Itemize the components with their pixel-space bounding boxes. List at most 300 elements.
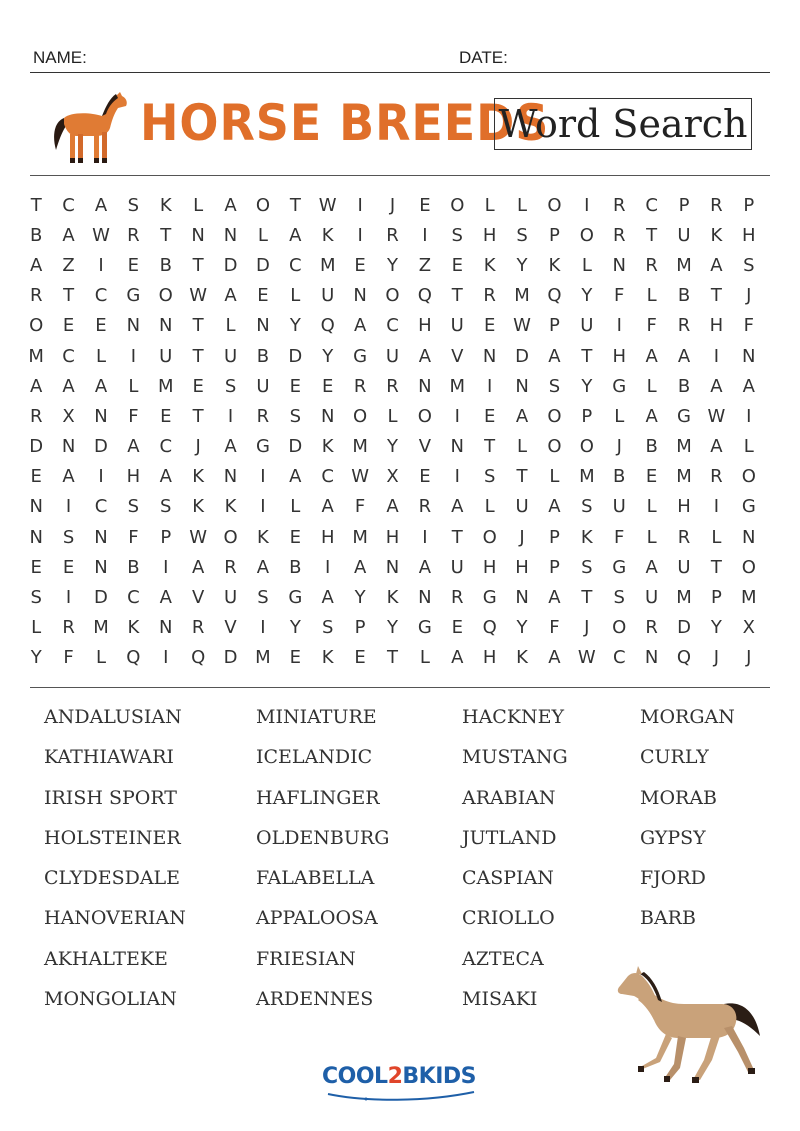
grid-letter[interactable]: N <box>94 556 108 578</box>
grid-letter[interactable]: E <box>127 254 140 276</box>
grid-letter[interactable]: L <box>95 647 106 669</box>
grid-letter[interactable]: W <box>92 224 110 246</box>
grid-letter[interactable]: W <box>513 315 531 337</box>
grid-letter[interactable]: R <box>418 496 432 518</box>
grid-letter[interactable]: K <box>548 254 561 276</box>
grid-letter[interactable]: O <box>450 194 465 216</box>
grid-letter[interactable]: I <box>98 254 104 276</box>
grid-letter[interactable]: Y <box>516 254 528 276</box>
grid-letter[interactable]: O <box>158 285 173 307</box>
grid-letter[interactable]: N <box>742 526 756 548</box>
grid-letter[interactable]: H <box>482 224 497 246</box>
grid-letter[interactable]: O <box>547 405 562 427</box>
grid-letter[interactable]: U <box>159 345 173 367</box>
grid-letter[interactable]: T <box>451 285 463 307</box>
grid-letter[interactable]: A <box>62 466 75 488</box>
grid-letter[interactable]: I <box>130 345 137 367</box>
grid-letter[interactable]: I <box>454 405 460 427</box>
grid-letter[interactable]: P <box>549 224 560 246</box>
grid-letter[interactable]: D <box>288 436 303 458</box>
grid-letter[interactable]: B <box>159 254 172 276</box>
grid-letter[interactable]: A <box>677 345 691 367</box>
grid-letter[interactable]: N <box>450 436 464 458</box>
grid-letter[interactable]: S <box>257 587 269 609</box>
grid-letter[interactable]: G <box>126 285 141 307</box>
grid-letter[interactable]: L <box>614 405 625 427</box>
grid-letter[interactable]: T <box>484 436 496 458</box>
grid-letter[interactable]: G <box>353 345 368 367</box>
grid-letter[interactable]: L <box>193 194 204 216</box>
grid-letter[interactable]: J <box>616 436 622 458</box>
grid-letter[interactable]: D <box>223 647 238 669</box>
grid-letter[interactable]: L <box>646 496 657 518</box>
grid-letter[interactable]: Q <box>676 647 692 669</box>
grid-letter[interactable]: N <box>612 254 626 276</box>
grid-letter[interactable]: S <box>451 224 463 246</box>
grid-letter[interactable]: C <box>94 496 108 518</box>
grid-letter[interactable]: O <box>255 194 271 216</box>
grid-letter[interactable]: J <box>389 194 396 216</box>
grid-letter[interactable]: T <box>646 224 658 246</box>
grid-letter[interactable]: O <box>741 556 756 578</box>
grid-letter[interactable]: L <box>549 466 560 488</box>
grid-letter[interactable]: H <box>320 526 335 548</box>
grid-letter[interactable]: B <box>30 224 43 246</box>
grid-letter[interactable]: J <box>746 285 752 307</box>
grid-letter[interactable]: B <box>645 436 658 458</box>
grid-letter[interactable]: A <box>645 345 658 367</box>
grid-letter[interactable]: K <box>321 436 334 458</box>
grid-letter[interactable]: R <box>386 375 399 397</box>
grid-letter[interactable]: H <box>482 647 497 669</box>
grid-letter[interactable]: N <box>644 647 659 669</box>
grid-letter[interactable]: A <box>710 375 723 397</box>
grid-letter[interactable]: J <box>584 617 590 639</box>
grid-letter[interactable]: H <box>418 315 432 337</box>
grid-letter[interactable]: A <box>321 496 334 518</box>
grid-letter[interactable]: A <box>386 496 399 518</box>
grid-letter[interactable]: U <box>677 556 691 578</box>
grid-letter[interactable]: T <box>30 194 42 216</box>
grid-letter[interactable]: P <box>549 526 560 548</box>
grid-letter[interactable]: A <box>548 345 561 367</box>
grid-letter[interactable]: S <box>321 617 334 639</box>
grid-letter[interactable]: R <box>29 405 43 427</box>
grid-letter[interactable]: C <box>645 194 658 216</box>
grid-letter[interactable]: H <box>385 526 400 548</box>
grid-letter[interactable]: I <box>584 194 590 216</box>
grid-letter[interactable]: M <box>28 345 44 367</box>
grid-letter[interactable]: N <box>191 224 205 246</box>
grid-letter[interactable]: A <box>742 375 755 397</box>
grid-letter[interactable]: A <box>289 466 302 488</box>
grid-letter[interactable]: Y <box>386 254 398 276</box>
grid-letter[interactable]: L <box>646 375 657 397</box>
grid-letter[interactable]: Z <box>62 254 75 276</box>
grid-letter[interactable]: L <box>484 194 495 216</box>
grid-letter[interactable]: A <box>62 224 75 246</box>
grid-letter[interactable]: R <box>677 526 691 548</box>
grid-letter[interactable]: X <box>742 617 755 639</box>
grid-letter[interactable]: F <box>614 526 625 548</box>
grid-letter[interactable]: S <box>62 526 75 548</box>
grid-letter[interactable]: A <box>30 375 43 397</box>
grid-letter[interactable]: J <box>519 526 525 548</box>
grid-letter[interactable]: K <box>192 466 205 488</box>
grid-letter[interactable]: I <box>163 556 169 578</box>
grid-letter[interactable]: F <box>743 315 754 337</box>
grid-letter[interactable]: E <box>62 315 75 337</box>
grid-letter[interactable]: F <box>646 315 657 337</box>
grid-letter[interactable]: K <box>224 496 237 518</box>
grid-letter[interactable]: A <box>353 556 367 578</box>
grid-letter[interactable]: E <box>192 375 204 397</box>
grid-letter[interactable]: N <box>515 375 529 397</box>
grid-letter[interactable]: T <box>192 254 204 276</box>
grid-letter[interactable]: J <box>195 436 201 458</box>
grid-letter[interactable]: N <box>515 587 529 609</box>
grid-letter[interactable]: W <box>707 405 726 427</box>
grid-letter[interactable]: L <box>257 224 268 246</box>
grid-letter[interactable]: U <box>677 224 691 246</box>
grid-letter[interactable]: F <box>128 405 139 427</box>
grid-letter[interactable]: R <box>62 617 75 639</box>
grid-letter[interactable]: A <box>710 254 723 276</box>
grid-letter[interactable]: T <box>581 587 593 609</box>
grid-letter[interactable]: A <box>645 556 658 578</box>
grid-letter[interactable]: V <box>451 345 464 367</box>
grid-letter[interactable]: E <box>483 315 496 337</box>
grid-letter[interactable]: M <box>352 436 368 458</box>
grid-letter[interactable]: W <box>189 285 208 307</box>
grid-letter[interactable]: R <box>677 315 691 337</box>
grid-letter[interactable]: A <box>191 556 205 578</box>
grid-letter[interactable]: O <box>579 436 594 458</box>
grid-letter[interactable]: M <box>352 526 368 548</box>
grid-letter[interactable]: A <box>710 436 723 458</box>
grid-letter[interactable]: A <box>418 556 432 578</box>
grid-letter[interactable]: I <box>422 526 428 548</box>
grid-letter[interactable]: I <box>260 496 266 518</box>
grid-letter[interactable]: S <box>289 405 302 427</box>
grid-letter[interactable]: A <box>224 194 237 216</box>
grid-letter[interactable]: G <box>612 375 627 397</box>
grid-letter[interactable]: T <box>192 405 204 427</box>
grid-letter[interactable]: L <box>646 526 657 548</box>
grid-letter[interactable]: A <box>94 375 108 397</box>
grid-letter[interactable]: A <box>127 436 140 458</box>
grid-letter[interactable]: N <box>29 526 43 548</box>
grid-letter[interactable]: A <box>224 436 237 458</box>
grid-letter[interactable]: B <box>127 556 140 578</box>
grid-letter[interactable]: A <box>62 375 75 397</box>
grid-letter[interactable]: U <box>515 496 529 518</box>
grid-letter[interactable]: G <box>482 587 497 609</box>
grid-letter[interactable]: L <box>387 405 398 427</box>
grid-letter[interactable]: O <box>741 466 756 488</box>
grid-letter[interactable]: Q <box>547 285 562 307</box>
grid-letter[interactable]: N <box>94 526 108 548</box>
grid-letter[interactable]: I <box>98 466 104 488</box>
grid-letter[interactable]: Q <box>482 617 497 639</box>
grid-letter[interactable]: S <box>743 254 755 276</box>
grid-letter[interactable]: S <box>224 375 237 397</box>
grid-letter[interactable]: E <box>354 254 366 276</box>
grid-letter[interactable]: K <box>516 647 528 669</box>
grid-letter[interactable]: T <box>710 285 722 307</box>
grid-letter[interactable]: P <box>581 405 593 427</box>
grid-letter[interactable]: W <box>577 647 596 669</box>
grid-letter[interactable]: J <box>746 647 752 669</box>
grid-letter[interactable]: E <box>451 617 463 639</box>
grid-letter[interactable]: A <box>451 647 464 669</box>
grid-letter[interactable]: T <box>386 647 398 669</box>
grid-letter[interactable]: Y <box>386 617 398 639</box>
grid-letter[interactable]: C <box>321 466 334 488</box>
grid-letter[interactable]: Q <box>191 647 206 669</box>
grid-letter[interactable]: E <box>483 405 496 427</box>
grid-letter[interactable]: N <box>94 405 108 427</box>
grid-letter[interactable]: L <box>646 285 657 307</box>
grid-letter[interactable]: S <box>613 587 625 609</box>
grid-letter[interactable]: I <box>65 496 72 518</box>
grid-letter[interactable]: U <box>256 375 270 397</box>
grid-letter[interactable]: L <box>419 647 430 669</box>
grid-letter[interactable]: R <box>353 375 367 397</box>
grid-letter[interactable]: B <box>289 556 302 578</box>
grid-letter[interactable]: N <box>418 587 432 609</box>
grid-letter[interactable]: I <box>422 224 428 246</box>
grid-letter[interactable]: I <box>65 587 72 609</box>
grid-letter[interactable]: Q <box>126 647 141 669</box>
grid-letter[interactable]: R <box>710 194 723 216</box>
grid-letter[interactable]: B <box>613 466 626 488</box>
grid-letter[interactable]: M <box>319 254 336 276</box>
grid-letter[interactable]: U <box>223 587 238 609</box>
grid-letter[interactable]: T <box>516 466 528 488</box>
grid-letter[interactable]: K <box>159 194 172 216</box>
grid-letter[interactable]: F <box>63 647 74 669</box>
grid-letter[interactable]: R <box>224 556 237 578</box>
grid-letter[interactable]: E <box>257 285 269 307</box>
grid-letter[interactable]: S <box>160 496 172 518</box>
grid-letter[interactable]: H <box>742 224 756 246</box>
grid-letter[interactable]: I <box>227 405 234 427</box>
grid-letter[interactable]: B <box>677 285 691 307</box>
grid-letter[interactable]: C <box>62 194 75 216</box>
grid-letter[interactable]: S <box>581 496 593 518</box>
grid-letter[interactable]: A <box>451 496 464 518</box>
grid-letter[interactable]: Y <box>581 285 593 307</box>
grid-letter[interactable]: L <box>225 315 236 337</box>
grid-letter[interactable]: S <box>127 194 140 216</box>
grid-letter[interactable]: E <box>289 526 301 548</box>
grid-letter[interactable]: O <box>353 405 368 427</box>
grid-letter[interactable]: E <box>95 315 107 337</box>
grid-letter[interactable]: P <box>743 194 755 216</box>
grid-letter[interactable]: C <box>159 436 173 458</box>
grid-letter[interactable]: H <box>515 556 529 578</box>
grid-letter[interactable]: K <box>321 647 334 669</box>
grid-letter[interactable]: P <box>354 617 366 639</box>
grid-letter[interactable]: M <box>676 436 692 458</box>
grid-letter[interactable]: O <box>612 617 627 639</box>
grid-letter[interactable]: L <box>128 375 139 397</box>
grid-letter[interactable]: L <box>581 254 592 276</box>
grid-letter[interactable]: R <box>645 254 658 276</box>
grid-letter[interactable]: M <box>514 285 530 307</box>
grid-letter[interactable]: R <box>483 285 496 307</box>
grid-letter[interactable]: O <box>482 526 497 548</box>
grid-letter[interactable]: O <box>385 285 400 307</box>
grid-letter[interactable]: N <box>223 224 238 246</box>
grid-letter[interactable]: A <box>418 345 432 367</box>
grid-letter[interactable]: T <box>451 526 463 548</box>
grid-letter[interactable]: I <box>163 647 169 669</box>
grid-letter[interactable]: E <box>160 405 172 427</box>
grid-letter[interactable]: H <box>677 496 691 518</box>
grid-letter[interactable]: R <box>710 466 723 488</box>
grid-letter[interactable]: L <box>711 526 722 548</box>
grid-letter[interactable]: S <box>581 556 593 578</box>
grid-letter[interactable]: N <box>256 315 270 337</box>
grid-letter[interactable]: F <box>128 526 139 548</box>
grid-letter[interactable]: K <box>192 496 205 518</box>
grid-letter[interactable]: A <box>159 587 172 609</box>
grid-letter[interactable]: K <box>483 254 496 276</box>
grid-letter[interactable]: J <box>713 647 720 669</box>
grid-letter[interactable]: E <box>30 466 42 488</box>
grid-letter[interactable]: H <box>709 315 724 337</box>
grid-letter[interactable]: E <box>354 647 366 669</box>
grid-letter[interactable]: Y <box>710 617 722 639</box>
grid-letter[interactable]: T <box>160 224 172 246</box>
grid-letter[interactable]: R <box>451 587 464 609</box>
grid-letter[interactable]: A <box>256 556 270 578</box>
grid-letter[interactable]: F <box>614 285 625 307</box>
grid-letter[interactable]: N <box>159 315 173 337</box>
grid-letter[interactable]: L <box>517 194 528 216</box>
grid-letter[interactable]: M <box>93 617 109 639</box>
grid-letter[interactable]: Y <box>322 345 334 367</box>
grid-letter[interactable]: H <box>126 466 141 488</box>
grid-letter[interactable]: I <box>713 496 720 518</box>
grid-letter[interactable]: D <box>223 254 238 276</box>
grid-letter[interactable]: N <box>482 345 497 367</box>
grid-letter[interactable]: C <box>386 315 399 337</box>
grid-letter[interactable]: T <box>63 285 75 307</box>
grid-letter[interactable]: L <box>517 436 528 458</box>
grid-letter[interactable]: T <box>192 315 204 337</box>
grid-letter[interactable]: I <box>260 617 266 639</box>
grid-letter[interactable]: Z <box>418 254 432 276</box>
grid-letter[interactable]: B <box>256 345 270 367</box>
grid-letter[interactable]: D <box>288 345 303 367</box>
grid-letter[interactable]: U <box>450 556 464 578</box>
grid-letter[interactable]: V <box>418 436 432 458</box>
grid-letter[interactable]: R <box>612 194 626 216</box>
grid-letter[interactable]: I <box>325 556 331 578</box>
grid-letter[interactable]: A <box>224 285 237 307</box>
grid-letter[interactable]: M <box>449 375 466 397</box>
grid-letter[interactable]: A <box>289 224 302 246</box>
grid-letter[interactable]: N <box>159 617 173 639</box>
grid-letter[interactable]: I <box>746 405 752 427</box>
grid-letter[interactable]: W <box>351 466 369 488</box>
grid-letter[interactable]: R <box>386 224 399 246</box>
grid-letter[interactable]: V <box>191 587 205 609</box>
grid-letter[interactable]: E <box>289 647 301 669</box>
grid-letter[interactable]: U <box>580 315 594 337</box>
grid-letter[interactable]: A <box>645 405 658 427</box>
grid-letter[interactable]: A <box>548 496 561 518</box>
grid-letter[interactable]: M <box>579 466 595 488</box>
grid-letter[interactable]: L <box>743 436 754 458</box>
grid-letter[interactable]: D <box>94 436 108 458</box>
grid-letter[interactable]: Y <box>386 436 398 458</box>
grid-letter[interactable]: A <box>515 405 529 427</box>
grid-letter[interactable]: E <box>419 466 431 488</box>
grid-letter[interactable]: N <box>385 556 400 578</box>
grid-letter[interactable]: N <box>353 285 367 307</box>
grid-letter[interactable]: T <box>289 194 301 216</box>
grid-letter[interactable]: N <box>223 466 238 488</box>
grid-letter[interactable]: C <box>289 254 302 276</box>
grid-letter[interactable]: I <box>260 466 266 488</box>
grid-letter[interactable]: E <box>451 254 463 276</box>
grid-letter[interactable]: D <box>515 345 529 367</box>
grid-letter[interactable]: L <box>95 345 106 367</box>
grid-letter[interactable]: R <box>256 405 270 427</box>
grid-letter[interactable]: P <box>549 315 560 337</box>
grid-letter[interactable]: N <box>320 405 335 427</box>
grid-letter[interactable]: E <box>419 194 431 216</box>
grid-letter[interactable]: N <box>29 496 43 518</box>
grid-letter[interactable]: C <box>62 345 75 367</box>
grid-letter[interactable]: Y <box>516 617 528 639</box>
grid-letter[interactable]: O <box>547 436 562 458</box>
grid-letter[interactable]: A <box>94 194 108 216</box>
grid-letter[interactable]: O <box>223 526 238 548</box>
grid-letter[interactable]: K <box>321 224 334 246</box>
grid-letter[interactable]: F <box>354 496 366 518</box>
grid-letter[interactable]: U <box>321 285 335 307</box>
grid-letter[interactable]: X <box>62 405 75 427</box>
grid-letter[interactable]: D <box>677 617 691 639</box>
grid-letter[interactable]: D <box>255 254 270 276</box>
grid-letter[interactable]: C <box>612 647 626 669</box>
grid-letter[interactable]: E <box>645 466 658 488</box>
grid-letter[interactable]: K <box>127 617 140 639</box>
grid-letter[interactable]: Y <box>30 647 42 669</box>
grid-letter[interactable]: L <box>31 617 42 639</box>
grid-letter[interactable]: U <box>612 496 626 518</box>
grid-letter[interactable]: Q <box>320 315 335 337</box>
grid-letter[interactable]: N <box>126 315 141 337</box>
grid-letter[interactable]: U <box>450 315 464 337</box>
grid-letter[interactable]: R <box>127 224 140 246</box>
grid-letter[interactable]: D <box>29 436 44 458</box>
grid-letter[interactable]: C <box>94 285 108 307</box>
grid-letter[interactable]: I <box>487 375 493 397</box>
grid-letter[interactable]: F <box>549 617 560 639</box>
grid-letter[interactable]: Y <box>289 617 301 639</box>
grid-letter[interactable]: L <box>484 496 495 518</box>
grid-letter[interactable]: I <box>454 466 460 488</box>
grid-letter[interactable]: A <box>353 315 367 337</box>
grid-letter[interactable]: G <box>677 405 691 427</box>
grid-letter[interactable]: O <box>417 405 432 427</box>
